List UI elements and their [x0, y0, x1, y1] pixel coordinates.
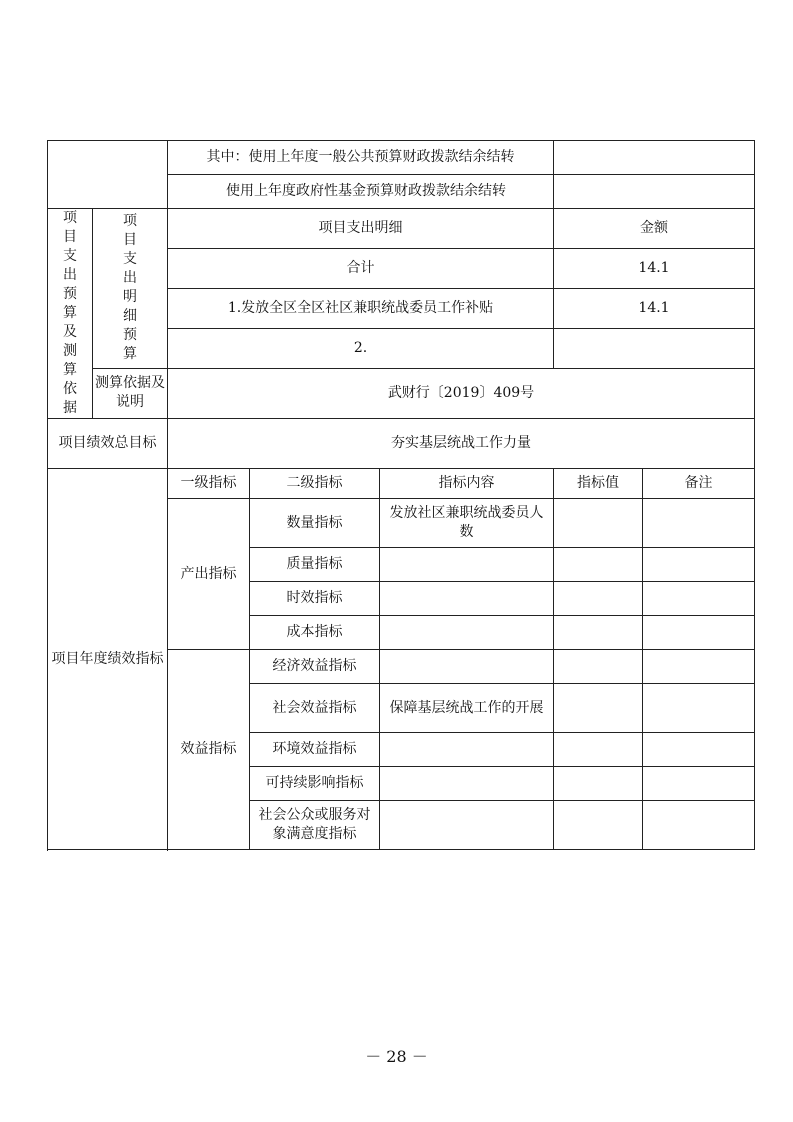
indicator-name: 成本指标: [250, 616, 380, 650]
funding-general-label: 其中：使用上年度一般公共预算财政拨款结余结转: [168, 141, 554, 175]
indicator-header-level2: 二级指标: [250, 469, 380, 499]
indicator-content: 发放社区兼职统战委员人数: [380, 499, 554, 548]
indicator-header-row: [48, 469, 755, 499]
expenditure-amount-header: 金额: [554, 209, 755, 249]
goal-value: 夯实基层统战工作力量: [168, 419, 755, 469]
indicator-value: [554, 733, 643, 767]
funding-general-amount: [554, 141, 755, 175]
expenditure-item-amount: 14.1: [554, 288, 755, 328]
indicator-value: [554, 650, 643, 684]
indicator-name: 数量指标: [250, 499, 380, 548]
indicator-name: 可持续影响指标: [250, 767, 380, 801]
indicator-content: [380, 582, 554, 616]
funding-gov-fund-label: 使用上年度政府性基金预算财政拨款结余结转: [168, 175, 554, 209]
indicator-note: [643, 548, 755, 582]
goal-row: [48, 419, 755, 469]
indicator-content: [380, 650, 554, 684]
expenditure-detail-header: 项目支出明细: [168, 209, 554, 249]
indicator-content: [380, 767, 554, 801]
expenditure-item-name: 2.: [168, 328, 554, 368]
indicator-name: 环境效益指标: [250, 733, 380, 767]
expenditure-basis-value: 武财行〔2019〕409号: [168, 368, 755, 418]
indicator-note: [643, 801, 755, 850]
indicator-note: [643, 499, 755, 548]
page-number: － 28 －: [365, 1047, 428, 1066]
indicator-name: 经济效益指标: [250, 650, 380, 684]
indicator-note: [643, 616, 755, 650]
indicator-note: [643, 733, 755, 767]
expenditure-outer-label: 项目支出预算及测算依据: [48, 209, 93, 419]
indicator-section-label: 项目年度绩效指标: [48, 469, 168, 850]
expenditure-item-amount: [554, 328, 755, 368]
indicator-value: [554, 801, 643, 850]
goal-label: 项目绩效总目标: [48, 419, 168, 469]
expenditure-total-label: 合计: [168, 248, 554, 288]
indicator-content: [380, 548, 554, 582]
funding-blank-cell: [48, 141, 168, 209]
indicator-name: 社会效益指标: [250, 684, 380, 733]
indicator-content: [380, 616, 554, 650]
indicator-content: 保障基层统战工作的开展: [380, 684, 554, 733]
indicator-header-content: 指标内容: [380, 469, 554, 499]
expenditure-inner-label: 项目支出明细预算: [93, 209, 168, 369]
indicator-content: [380, 801, 554, 850]
indicator-note: [643, 650, 755, 684]
indicator-value: [554, 582, 643, 616]
output-indicator-label: 产出指标: [168, 499, 250, 650]
indicator-note: [643, 684, 755, 733]
performance-target-table: [47, 140, 755, 850]
indicator-value: [554, 767, 643, 801]
indicator-content: [380, 733, 554, 767]
indicator-name: 质量指标: [250, 548, 380, 582]
expenditure-header-row: [48, 209, 755, 249]
indicator-note: [643, 582, 755, 616]
expenditure-item-name: 1.发放全区全区社区兼职统战委员工作补贴: [168, 288, 554, 328]
indicator-value: [554, 684, 643, 733]
expenditure-basis-row: [48, 368, 755, 418]
indicator-value: [554, 548, 643, 582]
indicator-name: 时效指标: [250, 582, 380, 616]
funding-gov-fund-amount: [554, 175, 755, 209]
expenditure-total-amount: 14.1: [554, 248, 755, 288]
expenditure-basis-label: 测算依据及说明: [93, 368, 168, 418]
funding-row-general: [48, 141, 755, 175]
indicator-value: [554, 616, 643, 650]
indicator-header-note: 备注: [643, 469, 755, 499]
indicator-value: [554, 499, 643, 548]
indicator-note: [643, 767, 755, 801]
indicator-header-level1: 一级指标: [168, 469, 250, 499]
indicator-name: 社会公众或服务对象满意度指标: [250, 801, 380, 850]
indicator-header-value: 指标值: [554, 469, 643, 499]
benefit-indicator-label: 效益指标: [168, 650, 250, 850]
